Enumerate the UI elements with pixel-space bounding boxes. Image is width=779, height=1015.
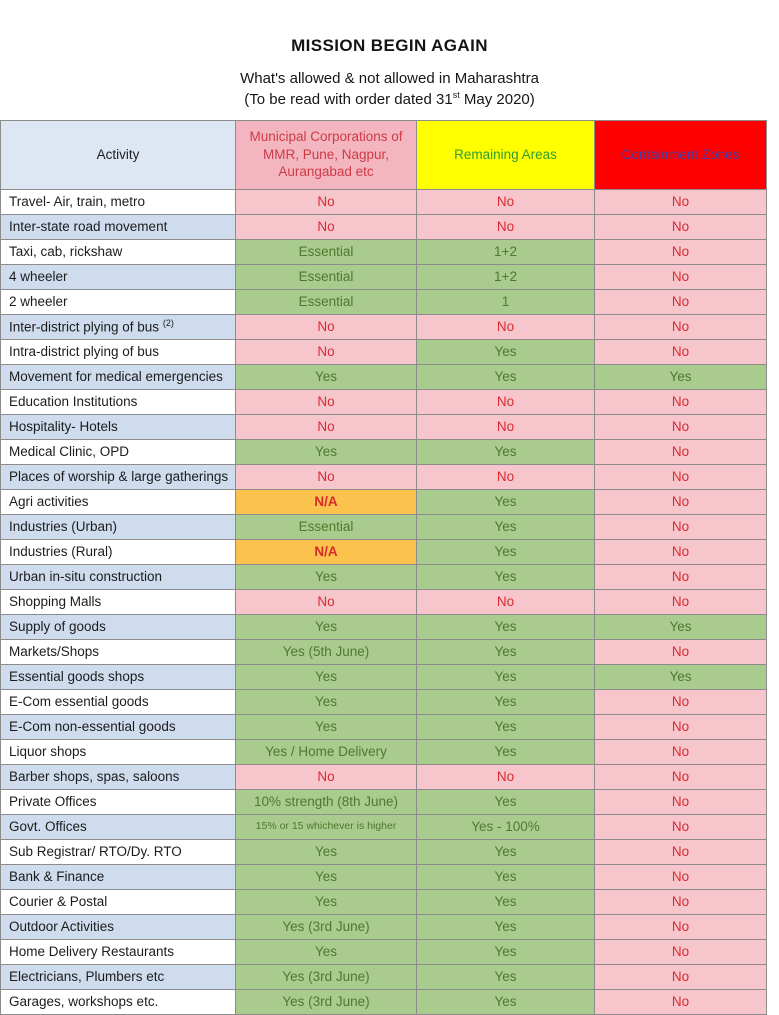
remaining-value: No: [417, 214, 595, 239]
containment-value: No: [595, 339, 767, 364]
municipal-value: Yes: [236, 614, 417, 639]
remaining-value: Yes: [417, 964, 595, 989]
remaining-value: Yes: [417, 864, 595, 889]
table-header: [1, 120, 767, 189]
containment-value: No: [595, 314, 767, 339]
remaining-value: Yes: [417, 539, 595, 564]
remaining-value: No: [417, 764, 595, 789]
table-row: [1, 564, 767, 589]
containment-value: No: [595, 289, 767, 314]
municipal-value: Essential: [236, 264, 417, 289]
containment-value: No: [595, 789, 767, 814]
table-row: [1, 989, 767, 1014]
containment-value: No: [595, 914, 767, 939]
remaining-value: Yes: [417, 564, 595, 589]
activity-label: Places of worship & large gatherings: [1, 464, 236, 489]
remaining-value: No: [417, 414, 595, 439]
table-row: [1, 414, 767, 439]
remaining-value: Yes: [417, 339, 595, 364]
municipal-value: Yes: [236, 664, 417, 689]
header-row: [1, 120, 767, 189]
table-row: [1, 189, 767, 214]
municipal-value: No: [236, 214, 417, 239]
subtitle: [0, 69, 779, 111]
remaining-value: Yes: [417, 514, 595, 539]
containment-value: No: [595, 564, 767, 589]
containment-value: No: [595, 389, 767, 414]
activity-label: Industries (Urban): [1, 514, 236, 539]
remaining-value: No: [417, 389, 595, 414]
activity-label: Liquor shops: [1, 739, 236, 764]
table-row: [1, 764, 767, 789]
table-row: [1, 864, 767, 889]
activity-label: Barber shops, spas, saloons: [1, 764, 236, 789]
activity-label: Urban in-situ construction: [1, 564, 236, 589]
containment-value: No: [595, 189, 767, 214]
activity-label: Hospitality- Hotels: [1, 414, 236, 439]
containment-value: No: [595, 514, 767, 539]
containment-value: No: [595, 264, 767, 289]
activity-label: Sub Registrar/ RTO/Dy. RTO: [1, 839, 236, 864]
activity-label-superscript: (2): [162, 317, 174, 328]
municipal-value: Yes: [236, 364, 417, 389]
page-title: MISSION BEGIN AGAIN: [291, 36, 488, 55]
table-row: [1, 314, 767, 339]
containment-value: No: [595, 989, 767, 1014]
remaining-value: Yes: [417, 989, 595, 1014]
containment-value: No: [595, 814, 767, 839]
containment-value: No: [595, 489, 767, 514]
municipal-value: Yes / Home Delivery: [236, 739, 417, 764]
table-row: [1, 839, 767, 864]
containment-value: No: [595, 864, 767, 889]
remaining-value: Yes: [417, 489, 595, 514]
remaining-value: No: [417, 589, 595, 614]
table-row: [1, 939, 767, 964]
activity-label: E-Com essential goods: [1, 689, 236, 714]
table-row: [1, 614, 767, 639]
containment-value: No: [595, 889, 767, 914]
column-header-activity: Activity: [1, 120, 236, 189]
table-row: [1, 589, 767, 614]
municipal-value: Yes: [236, 439, 417, 464]
table-row: [1, 789, 767, 814]
activity-label: 2 wheeler: [1, 289, 236, 314]
table-row: [1, 464, 767, 489]
remaining-value: Yes: [417, 689, 595, 714]
municipal-value: N/A: [236, 539, 417, 564]
remaining-value: 1+2: [417, 264, 595, 289]
activity-label: E-Com non-essential goods: [1, 714, 236, 739]
containment-value: No: [595, 964, 767, 989]
activity-label: Travel- Air, train, metro: [1, 189, 236, 214]
municipal-value: No: [236, 314, 417, 339]
activity-label: Intra-district plying of bus: [1, 339, 236, 364]
table-row: [1, 339, 767, 364]
activity-label: Govt. Offices: [1, 814, 236, 839]
remaining-value: 1+2: [417, 239, 595, 264]
column-header-municipal-corporations: Municipal Corporations of MMR, Pune, Nagpur, Aurangabad etc: [236, 120, 417, 189]
column-header-containment-zones: Containment Zones: [595, 120, 767, 189]
municipal-value: No: [236, 189, 417, 214]
containment-value: No: [595, 414, 767, 439]
table-row: [1, 689, 767, 714]
column-header-remaining-areas: Remaining Areas: [417, 120, 595, 189]
table-row: [1, 214, 767, 239]
municipal-value: Yes (3rd June): [236, 989, 417, 1014]
table-row: [1, 639, 767, 664]
municipal-value: Essential: [236, 239, 417, 264]
table-row: [1, 964, 767, 989]
municipal-value: Yes: [236, 839, 417, 864]
table-row: [1, 239, 767, 264]
remaining-value: No: [417, 464, 595, 489]
containment-value: No: [595, 739, 767, 764]
municipal-value: Yes: [236, 889, 417, 914]
remaining-value: Yes - 100%: [417, 814, 595, 839]
activity-label: Bank & Finance: [1, 864, 236, 889]
activity-label: 4 wheeler: [1, 264, 236, 289]
municipal-value: Essential: [236, 514, 417, 539]
municipal-value: No: [236, 764, 417, 789]
table-body: [1, 189, 767, 1014]
containment-value: No: [595, 714, 767, 739]
containment-value: Yes: [595, 664, 767, 689]
containment-value: No: [595, 689, 767, 714]
containment-value: No: [595, 839, 767, 864]
table-row: [1, 264, 767, 289]
remaining-value: Yes: [417, 939, 595, 964]
table-row: [1, 539, 767, 564]
activity-label: Inter-state road movement: [1, 214, 236, 239]
containment-value: No: [595, 239, 767, 264]
activity-label: Electricians, Plumbers etc: [1, 964, 236, 989]
remaining-value: Yes: [417, 614, 595, 639]
remaining-value: Yes: [417, 639, 595, 664]
table-row: [1, 914, 767, 939]
activity-label: Taxi, cab, rickshaw: [1, 239, 236, 264]
remaining-value: No: [417, 189, 595, 214]
containment-value: No: [595, 939, 767, 964]
containment-value: No: [595, 764, 767, 789]
municipal-value: Yes: [236, 714, 417, 739]
activity-label: Home Delivery Restaurants: [1, 939, 236, 964]
activity-label: Courier & Postal: [1, 889, 236, 914]
activity-label: Essential goods shops: [1, 664, 236, 689]
activity-label: Private Offices: [1, 789, 236, 814]
activity-label: Industries (Rural): [1, 539, 236, 564]
table-row: [1, 389, 767, 414]
table-row: [1, 439, 767, 464]
municipal-value: Yes (3rd June): [236, 914, 417, 939]
remaining-value: Yes: [417, 439, 595, 464]
municipal-value: Yes: [236, 564, 417, 589]
remaining-value: Yes: [417, 914, 595, 939]
containment-value: No: [595, 539, 767, 564]
activity-label: Markets/Shops: [1, 639, 236, 664]
subtitle-line1: What's allowed & not allowed in Maharashtra: [240, 70, 539, 87]
municipal-value: Yes (3rd June): [236, 964, 417, 989]
municipal-value: Yes (5th June): [236, 639, 417, 664]
municipal-value: Yes: [236, 689, 417, 714]
activity-label: Garages, workshops etc.: [1, 989, 236, 1014]
municipal-value: No: [236, 464, 417, 489]
table-row: [1, 739, 767, 764]
activity-label: Outdoor Activities: [1, 914, 236, 939]
remaining-value: Yes: [417, 839, 595, 864]
subtitle-line2: (To be read with order dated 31st May 2020): [244, 90, 535, 109]
activity-label: Inter-district plying of bus $^{(2)}$: [1, 314, 236, 339]
activity-label: Supply of goods: [1, 614, 236, 639]
table-row: [1, 814, 767, 839]
table-row: [1, 889, 767, 914]
allowed-activities-table: [0, 120, 767, 1015]
table-row: [1, 514, 767, 539]
municipal-value: Yes: [236, 864, 417, 889]
municipal-value: No: [236, 414, 417, 439]
activity-label: Education Institutions: [1, 389, 236, 414]
activity-label: Medical Clinic, OPD: [1, 439, 236, 464]
municipal-value: No: [236, 339, 417, 364]
containment-value: Yes: [595, 614, 767, 639]
table-row: [1, 364, 767, 389]
remaining-value: Yes: [417, 714, 595, 739]
containment-value: No: [595, 464, 767, 489]
containment-value: Yes: [595, 364, 767, 389]
remaining-value: Yes: [417, 364, 595, 389]
containment-value: No: [595, 214, 767, 239]
activity-label: Movement for medical emergencies: [1, 364, 236, 389]
municipal-value: N/A: [236, 489, 417, 514]
municipal-value: No: [236, 589, 417, 614]
containment-value: No: [595, 439, 767, 464]
municipal-value: Essential: [236, 289, 417, 314]
activity-label: Shopping Malls: [1, 589, 236, 614]
table-row: [1, 714, 767, 739]
municipal-value: Yes: [236, 939, 417, 964]
municipal-value: 10% strength (8th June): [236, 789, 417, 814]
remaining-value: Yes: [417, 739, 595, 764]
containment-value: No: [595, 639, 767, 664]
containment-value: No: [595, 589, 767, 614]
activity-label: Agri activities: [1, 489, 236, 514]
table-row: [1, 289, 767, 314]
municipal-value: 15% or 15 whichever is higher: [236, 814, 417, 839]
remaining-value: No: [417, 314, 595, 339]
table-row: [1, 664, 767, 689]
municipal-value: No: [236, 389, 417, 414]
remaining-value: Yes: [417, 889, 595, 914]
table-row: [1, 489, 767, 514]
remaining-value: 1: [417, 289, 595, 314]
remaining-value: Yes: [417, 664, 595, 689]
subtitle-superscript: st: [452, 90, 460, 101]
remaining-value: Yes: [417, 789, 595, 814]
